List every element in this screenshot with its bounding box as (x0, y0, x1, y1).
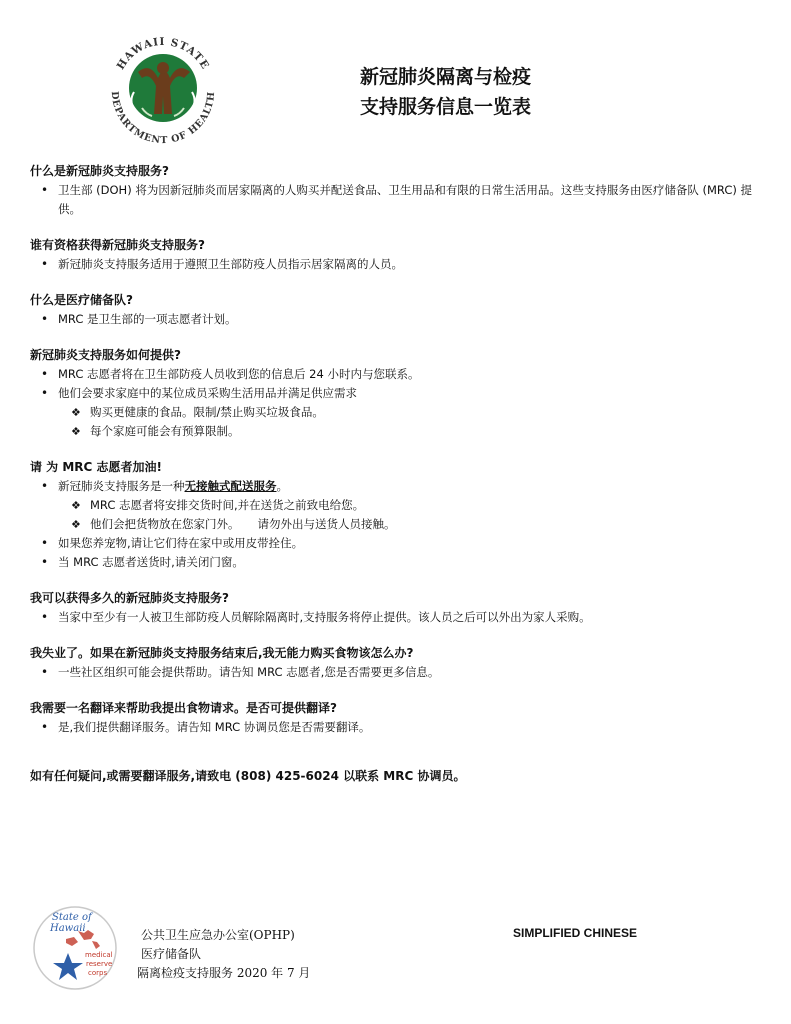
bullet-item: • 卫生部 (DOH) 将为因新冠肺炎而居家隔离的人购买并配送食品、卫生用品和有限的日常生活用品。这些支持服务由医疗储备队 (MRC) 提供。 (30, 181, 760, 219)
contactless-delivery-emphasis: 无接触式配送服务 (184, 479, 277, 493)
section-what-is-mrc (30, 291, 760, 329)
sub-bullet-item: ❖ 每个家庭可能会有预算限制。 (30, 422, 760, 441)
section-eligibility (30, 236, 760, 274)
bullet-item: • 当家中至少有一人被卫生部防疫人员解除隔离时,支持服务将停止提供。该人员之后可以外出为家人采购。 (30, 608, 760, 627)
bullet-item: • MRC 志愿者将在卫生部防疫人员收到您的信息后 24 小时内与您联系。 (30, 365, 760, 384)
bullet-item: • 当 MRC 志愿者送货时,请关闭门窗。 (30, 553, 760, 572)
section-how-provided (30, 346, 760, 441)
footer-office: 公共卫生应急办公室(OPHP) (141, 928, 295, 942)
medical-reserve-corps-logo (30, 903, 120, 993)
svg-text:State of: State of (52, 912, 92, 923)
footer-info (137, 926, 310, 983)
svg-text:Hawaii: Hawaii (50, 923, 86, 934)
svg-text:corps: corps (88, 969, 108, 977)
section-question: 什么是新冠肺炎支持服务? (30, 164, 169, 178)
bullet-item: • 一些社区组织可能会提供帮助。请告知 MRC 志愿者,您是否需要更多信息。 (30, 663, 760, 682)
section-question: 新冠肺炎支持服务如何提供? (30, 348, 181, 362)
bullet-item: • 新冠肺炎支持服务适用于遵照卫生部防疫人员指示居家隔离的人员。 (30, 255, 760, 274)
svg-text:HAWAII STATE: HAWAII STATE (114, 35, 212, 72)
section-duration (30, 589, 760, 627)
section-question: 我失业了。如果在新冠肺炎支持服务结束后,我无能力购买食物该怎么办? (30, 646, 414, 660)
content (30, 162, 760, 786)
diamond-bullet-icon: ❖ (71, 425, 81, 438)
sub-bullet-item: ❖ 他们会把货物放在您家门外。 请勿外出与送货人员接触。 (30, 515, 760, 534)
diamond-bullet-icon: ❖ (71, 499, 81, 512)
title-line-2: 支持服务信息一览表 (359, 96, 531, 118)
footer-program: 医疗储备队 (141, 947, 202, 961)
bullet-item: • 他们会要求家庭中的某位成员采购生活用品并满足供应需求 (30, 384, 760, 403)
section-question: 什么是医疗储备队? (30, 293, 133, 307)
bullet-item: • 是,我们提供翻译服务。请告知 MRC 协调员您是否需要翻译。 (30, 718, 760, 737)
section-what-is-support (30, 162, 760, 219)
sub-bullet-item: ❖ MRC 志愿者将安排交货时间,并在送货之前致电给您。 (30, 496, 760, 515)
svg-text:medical: medical (85, 951, 113, 959)
language-label: SIMPLIFIED CHINESE (513, 926, 638, 940)
section-cheer-volunteers (30, 458, 760, 572)
bullet-item: • 如果您养宠物,请让它们待在家中或用皮带拴住。 (30, 534, 760, 553)
footer-date: 隔离检疫支持服务 2020 年 7 月 (137, 966, 311, 980)
bullet-item: • 新冠肺炎支持服务是一种无接触式配送服务。 (30, 477, 760, 496)
bullet-item: • MRC 是卫生部的一项志愿者计划。 (30, 310, 760, 329)
svg-text:DEPARTMENT OF HEALTH: DEPARTMENT OF HEALTH (108, 90, 218, 147)
section-translation (30, 699, 760, 737)
section-question: 我可以获得多久的新冠肺炎支持服务? (30, 591, 229, 605)
contact-line: 如有任何疑问,或需要翻译服务,请致电 (808) 425-6024 以联系 MRC 协调员。 (30, 769, 466, 783)
section-unemployed (30, 644, 760, 682)
document-title (0, 62, 791, 122)
section-question: 请 为 MRC 志愿者加油! (30, 460, 162, 474)
section-question: 谁有资格获得新冠肺炎支持服务? (30, 238, 205, 252)
title-line-1: 新冠肺炎隔离与检疫 (359, 66, 531, 88)
sub-bullet-item: ❖ 购买更健康的食品。限制/禁止购买垃圾食品。 (30, 403, 760, 422)
diamond-bullet-icon: ❖ (71, 518, 81, 531)
diamond-bullet-icon: ❖ (71, 406, 81, 419)
section-question: 我需要一名翻译来帮助我提出食物请求。是否可提供翻译? (30, 701, 337, 715)
svg-text:reserve: reserve (86, 960, 113, 968)
